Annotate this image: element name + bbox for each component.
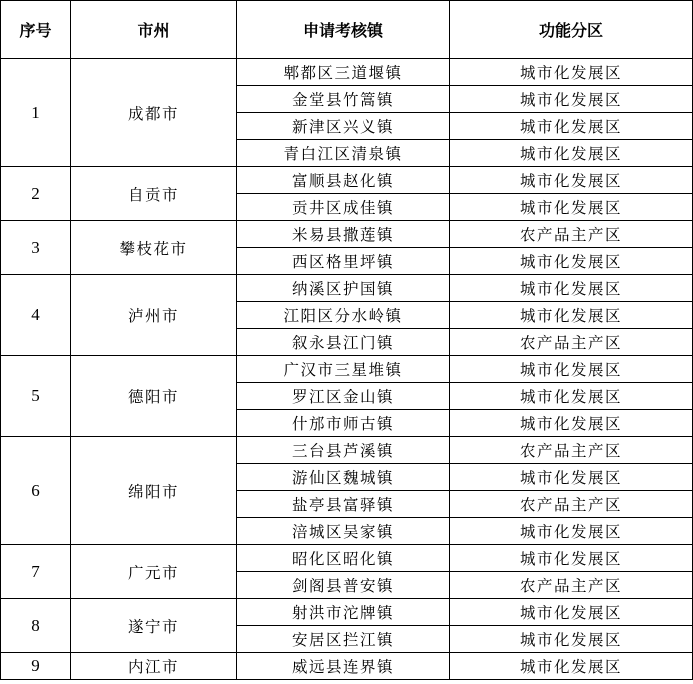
table-row [1,59,693,86]
city-cell: 绵阳市 [71,437,237,545]
serial-number-cell: 4 [1,275,71,356]
header-row [1,1,693,59]
town-cell: 新津区兴义镇 [237,113,450,140]
table-row [1,653,693,680]
town-cell: 富顺县赵化镇 [237,167,450,194]
header-zone: 功能分区 [450,1,693,59]
town-cell: 米易县撒莲镇 [237,221,450,248]
town-cell: 叙永县江门镇 [237,329,450,356]
zone-cell: 城市化发展区 [450,356,693,383]
zone-cell: 农产品主产区 [450,221,693,248]
zone-cell: 城市化发展区 [450,140,693,167]
zone-cell: 农产品主产区 [450,491,693,518]
city-cell: 遂宁市 [71,599,237,653]
serial-number-cell: 1 [1,59,71,167]
town-cell: 贡井区成佳镇 [237,194,450,221]
zone-cell: 城市化发展区 [450,86,693,113]
town-cell: 剑阁县普安镇 [237,572,450,599]
serial-number-cell: 5 [1,356,71,437]
town-cell: 安居区拦江镇 [237,626,450,653]
town-cell: 郫都区三道堰镇 [237,59,450,86]
town-cell: 威远县连界镇 [237,653,450,680]
town-cell: 罗江区金山镇 [237,383,450,410]
serial-number-cell: 6 [1,437,71,545]
zone-cell: 城市化发展区 [450,653,693,680]
zone-cell: 城市化发展区 [450,113,693,140]
town-cell: 纳溪区护国镇 [237,275,450,302]
serial-number-cell: 7 [1,545,71,599]
zone-cell: 城市化发展区 [450,545,693,572]
city-cell: 自贡市 [71,167,237,221]
zone-cell: 城市化发展区 [450,410,693,437]
zone-cell: 城市化发展区 [450,599,693,626]
zone-cell: 农产品主产区 [450,329,693,356]
town-cell: 昭化区昭化镇 [237,545,450,572]
table-row [1,545,693,572]
town-cell: 金堂县竹篙镇 [237,86,450,113]
zone-cell: 城市化发展区 [450,194,693,221]
city-cell: 攀枝花市 [71,221,237,275]
zone-cell: 城市化发展区 [450,383,693,410]
table-body [1,59,693,680]
serial-number-cell: 2 [1,167,71,221]
header-serial: 序号 [1,1,71,59]
serial-number-cell: 3 [1,221,71,275]
zone-cell: 农产品主产区 [450,437,693,464]
zone-cell: 城市化发展区 [450,167,693,194]
town-cell: 盐亭县富驿镇 [237,491,450,518]
serial-number-cell: 9 [1,653,71,680]
city-cell: 广元市 [71,545,237,599]
table-row [1,167,693,194]
town-cell: 广汉市三星堆镇 [237,356,450,383]
city-cell: 内江市 [71,653,237,680]
zone-cell: 城市化发展区 [450,275,693,302]
town-cell: 三台县芦溪镇 [237,437,450,464]
zone-cell: 城市化发展区 [450,302,693,329]
city-cell: 泸州市 [71,275,237,356]
table-row [1,437,693,464]
town-cell: 涪城区吴家镇 [237,518,450,545]
zone-cell: 城市化发展区 [450,464,693,491]
city-cell: 成都市 [71,59,237,167]
zone-cell: 城市化发展区 [450,518,693,545]
town-cell: 射洪市沱牌镇 [237,599,450,626]
town-cell: 青白江区清泉镇 [237,140,450,167]
table-row [1,275,693,302]
town-cell: 什邡市师古镇 [237,410,450,437]
zone-cell: 城市化发展区 [450,59,693,86]
town-cell: 西区格里坪镇 [237,248,450,275]
zone-cell: 农产品主产区 [450,572,693,599]
header-city: 市州 [71,1,237,59]
serial-number-cell: 8 [1,599,71,653]
city-cell: 德阳市 [71,356,237,437]
header-town: 申请考核镇 [237,1,450,59]
zone-cell: 城市化发展区 [450,248,693,275]
table-row [1,356,693,383]
zone-cell: 城市化发展区 [450,626,693,653]
town-cell: 江阳区分水岭镇 [237,302,450,329]
town-cell: 游仙区魏城镇 [237,464,450,491]
table-row [1,221,693,248]
table-row [1,599,693,626]
